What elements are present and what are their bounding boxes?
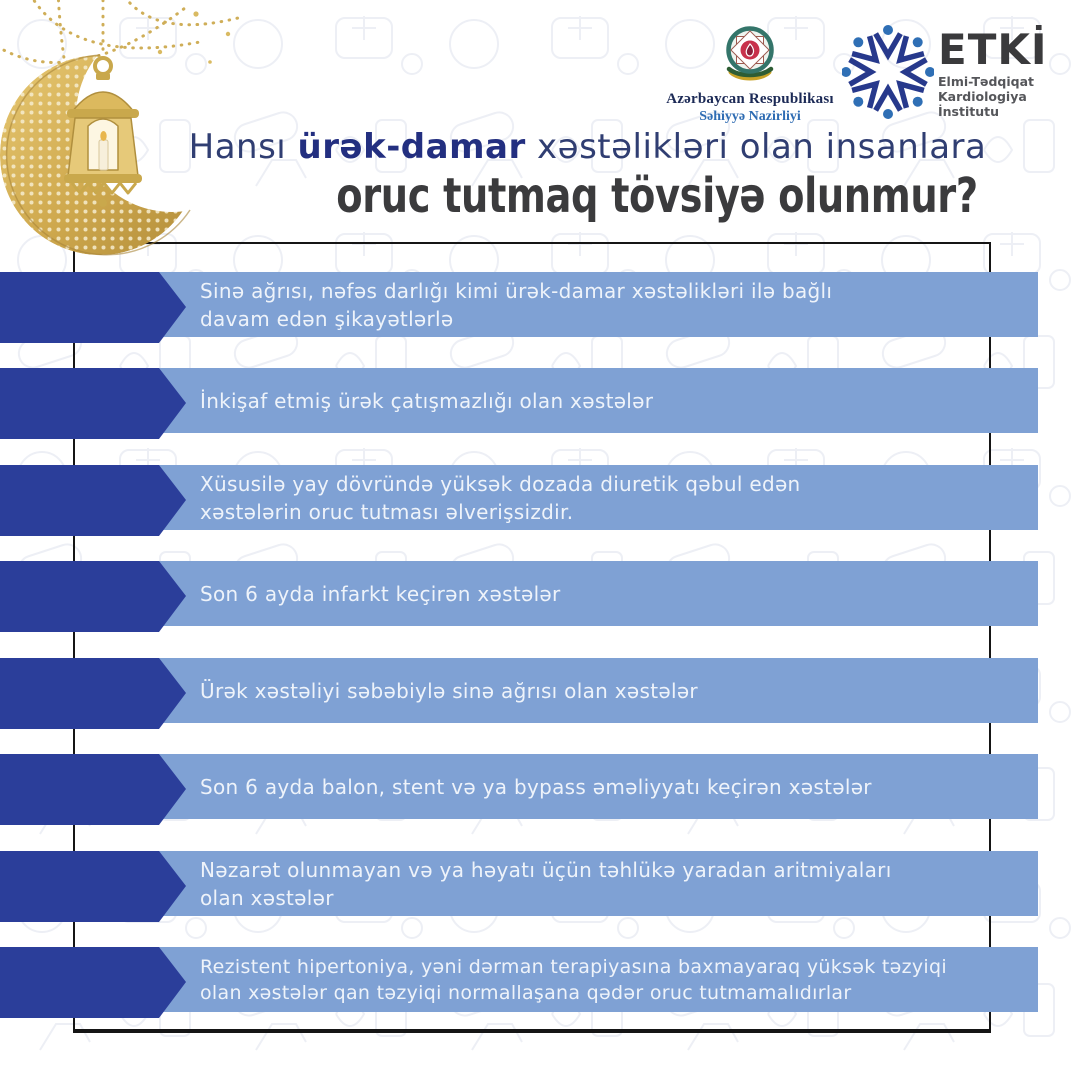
title-part-2: ürək-damar: [297, 127, 526, 167]
list-item-text: [200, 277, 1000, 333]
list-item: [0, 465, 1038, 530]
etki-star-icon: [842, 24, 934, 120]
list-item: [0, 561, 1038, 626]
page-title-line1: [95, 127, 1079, 167]
ministry-logo-block: [630, 24, 870, 125]
list-item-line: xəstələrin oruc tutması əlverişsizdir.: [200, 499, 574, 524]
institute-acronym: ETKİ: [938, 25, 1048, 74]
list-item-line: İnkişaf etmiş ürək çatışmazlığı olan xəstələr: [200, 388, 654, 413]
arrow-icon: [0, 465, 186, 536]
ministry-department: Səhiyyə Nazirliyi: [699, 109, 801, 124]
list-item-text: [200, 580, 1000, 608]
list-item-line: Rezistent hipertoniya, yəni dərman terapiyasına baxmayaraq yüksək təzyiqi: [200, 955, 947, 978]
ministry-name: Azərbaycan Respublikası: [666, 91, 834, 107]
institute-tagline-2: Kardiologiya İnstitutu: [938, 89, 1027, 119]
list-item: [0, 754, 1038, 819]
bead-string-icon: [0, 0, 238, 63]
azerbaijan-emblem-icon: [719, 24, 781, 88]
list-item-line: Ürək xəstəliyi səbəbiylə sinə ağrısı olan xəstələr: [200, 678, 698, 703]
institute-tagline-1: Elmi-Tədqiqat: [938, 74, 1035, 89]
list-item: [0, 947, 1038, 1012]
list-item-line: olan xəstələr qan təzyiqi normallaşana qədər oruc tutmamalıdırlar: [200, 981, 852, 1004]
title-part-1: Hansı: [188, 127, 298, 167]
list-item-text: [200, 856, 1000, 912]
arrow-icon: [0, 754, 186, 825]
institute-logo-block: [842, 20, 1072, 130]
list-item-text: [200, 677, 1000, 705]
arrow-icon: [0, 658, 186, 729]
list-item: [0, 272, 1038, 337]
list-item-line: Sinə ağrısı, nəfəs darlığı kimi ürək-damar xəstəlikləri ilə bağlı: [200, 278, 833, 303]
list-item-text: [200, 470, 1000, 526]
arrow-icon: [0, 561, 186, 632]
list-item: [0, 658, 1038, 723]
list-item-line: olan xəstələr: [200, 885, 334, 910]
list-item-line: Nəzarət olunmayan və ya həyatı üçün təhlükə yaradan aritmiyaları: [200, 857, 892, 882]
list-item-line: Xüsusilə yay dövründə yüksək dozada diuretik qəbul edən: [200, 471, 801, 496]
list-item-line: Son 6 ayda infarkt keçirən xəstələr: [200, 581, 561, 606]
arrow-icon: [0, 851, 186, 922]
list-item-text: [200, 387, 1000, 415]
list-item-text: [200, 954, 1000, 1006]
arrow-icon: [0, 947, 186, 1018]
page-title-line2: oruc tutmaq tövsiyə olunmur?: [336, 168, 978, 224]
arrow-icon: [0, 368, 186, 439]
title-part-3: xəstəlikləri olan insanlara: [525, 127, 987, 167]
list-item: [0, 851, 1038, 916]
list-item: [0, 368, 1038, 433]
list-item-line: Son 6 ayda balon, stent və ya bypass əməliyyatı keçirən xəstələr: [200, 774, 872, 799]
arrow-icon: [0, 272, 186, 343]
list-item-text: [200, 773, 1000, 801]
list-item-line: davam edən şikayətlərlə: [200, 306, 454, 331]
